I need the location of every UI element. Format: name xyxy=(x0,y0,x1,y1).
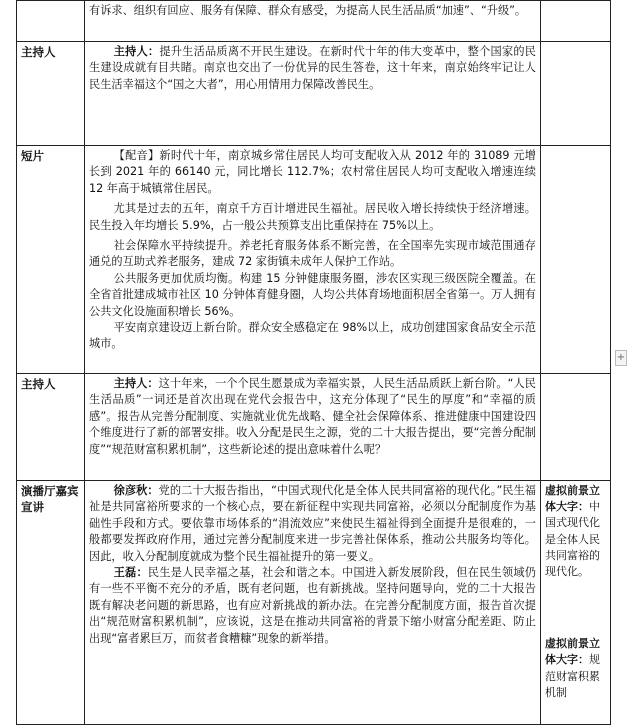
role-cell-studio-guests: 演播厅嘉宾宣讲 xyxy=(17,481,85,725)
content-cell-host-1 xyxy=(85,42,541,146)
note-cell-empty xyxy=(541,374,611,481)
content-cell-short-film xyxy=(85,146,541,374)
guest-text-xu: 党的二十大报告指出，“中国式现代化是全体人民共同富裕的现代化。”民生福祉是共同富裕所要求的一个核心点，要在新征程中实现共同富裕，必须以分配制度作为基础性手段和方式。要依靠市场体系的“涓流效应”来使民生福祉得到全面提升是很难的，一般都要发挥政府作用，通过完善分配制度来进一步完善社保体系，推动公共服务均等化。因此，收入分配制度就成为整个民生福祉提升的第一要义。 xyxy=(89,484,536,563)
host-2-paragraph xyxy=(89,376,536,458)
visual-note-2 xyxy=(545,636,606,701)
host-1-paragraph xyxy=(89,44,536,93)
short-film-paragraph: 【配音】新时代十年，南京城乡常住居民人均可支配收入从 2012 年的 31089 元增长到 2021 年的 66140 元，同比增长 112.7%；农村常住居民人均可支配收入增速连续 12 年高于城镇常住居民。 xyxy=(89,149,536,195)
note-cell-empty xyxy=(541,146,611,374)
content-cell-host-2 xyxy=(85,374,541,481)
table-row-studio-guests xyxy=(17,481,611,725)
content-cell-top xyxy=(85,1,541,42)
role-cell-empty xyxy=(17,1,85,42)
role-cell-host-1: 主持人 xyxy=(17,42,85,146)
guest-paragraph xyxy=(89,483,536,565)
visual-note-text: 规范财富积累机制 xyxy=(545,653,600,699)
note-cell-empty xyxy=(541,1,611,42)
note-cell-studio-guests xyxy=(541,481,611,725)
top-text: 有诉求、组织有回应、服务有保障、群众有感受，为提高人民生活品质“加速”、“升级”。 xyxy=(89,4,527,17)
visual-note-1 xyxy=(545,483,606,580)
short-film-paragraph: 公共服务更加优质均衡。构建 15 分钟健康服务圈，涉农区实现三级医院全覆盖。在全省首批建成城市社区 10 分钟体育健身圈，人均公共体育场地面积居全省第一。万人拥有公共文化设施面积增长 56%。 xyxy=(89,271,536,318)
table-row-host-2 xyxy=(17,374,611,481)
host-2-speaker: 主持人： xyxy=(113,377,159,390)
host-1-speaker: 主持人： xyxy=(113,45,160,58)
role-cell-short-film: 短片 xyxy=(17,146,85,374)
content-cell-studio-guests xyxy=(85,481,541,725)
visual-note-label: 虚拟前景立体大字： xyxy=(545,484,600,514)
short-film-paragraph: 平安南京建设迈上新台阶。群众安全感稳定在 98%以上，成功创建国家食品安全示范城市。 xyxy=(89,321,536,351)
table-row-top xyxy=(17,1,611,42)
role-cell-host-2: 主持人 xyxy=(17,374,85,481)
table-row-short-film xyxy=(17,146,611,374)
plus-icon[interactable]: + xyxy=(615,350,627,366)
visual-note-label: 虚拟前景立体大字： xyxy=(545,637,600,667)
guest-speaker-wang: 王磊： xyxy=(113,566,148,580)
guest-paragraph xyxy=(89,565,536,647)
short-film-paragraph: 社会保障水平持续提升。养老托育服务体系不断完善，在全国率先实现市域范围通存通兑的互助式养老服务，建成 72 家街镇未成年人保护工作站。 xyxy=(89,239,536,269)
guest-speaker-xu: 徐彦秋： xyxy=(113,484,159,497)
host-2-text: 这十年来，一个个民生愿景成为幸福实景，人民生活品质跃上新台阶。“人民生活品质”一词还是首次出现在党代会报告中，这充分体现了“民生的厚度”和“幸福的质感”。报告从完善分配制度、实施就业优先战略、健全社会保障体系、推进健康中国建设四个维度进行了新的部署安排。收入分配是民生之源，党的二十大报告提出，要“完善分配制度”“规范财富积累机制”，这些新论述的提出意味着什么呢？ xyxy=(89,377,536,456)
visual-note-text: 中国式现代化是全体人民共同富裕的现代化。 xyxy=(545,500,600,579)
script-table xyxy=(16,0,611,725)
short-film-paragraph: 尤其是过去的五年，南京千方百计增进民生福祉。居民收入增长持续快于经济增速。民生投入年均增长 5.9%，占一般公共预算支出比重保持在 75%以上。 xyxy=(89,202,536,232)
note-cell-empty xyxy=(541,42,611,146)
host-1-text: 提升生活品质离不开民生建设。在新时代十年的伟大变革中，整个国家的民生建设成就有目共睹。南京也交出了一份优异的民生答卷，这十年来，南京始终牢记让人民生活幸福这个“国之大者”，用心用情用力保障改善民生。 xyxy=(89,45,536,91)
table-row-host-1 xyxy=(17,42,611,146)
guest-text-wang: 民生是人民幸福之基，社会和谐之本。中国进入新发展阶段，但在民生领域仍有一些不平衡不充分的矛盾，既有老问题，也有新挑战。坚持问题导向，党的二十大报告既有解决老问题的新思路，也有应对新挑战的新办法。在完善分配制度方面，报告首次提出“规范财富积累机制”，应该说，这是在推动共同富裕的背景下缩小财富分配差距、防止出现“富者累巨万，而贫者食糟糠”现象的新举措。 xyxy=(89,566,536,645)
